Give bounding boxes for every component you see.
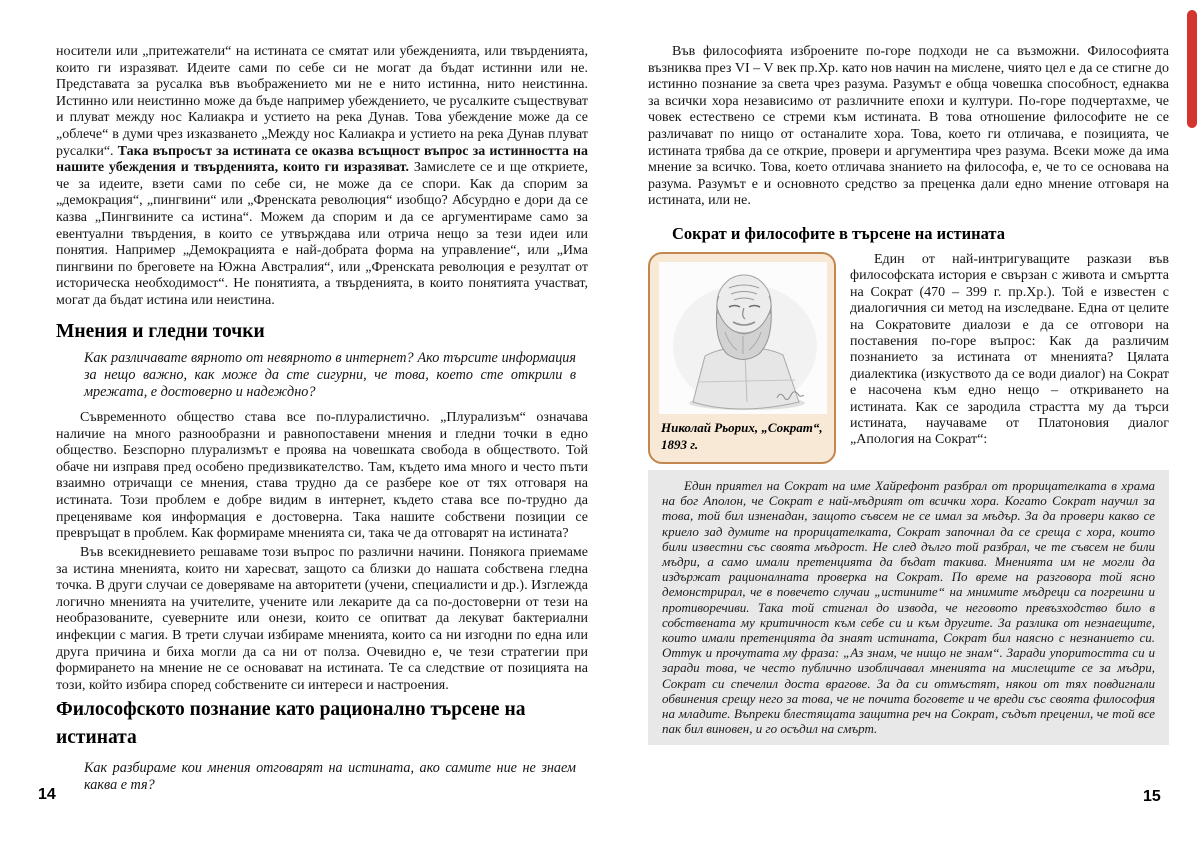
left-paragraph-1-start: носители или „притежатели“ на истината се смятат или убежденията, или твърденията, които ги изразяват. Идеите сами по себе си не могат да бъдат истинни или не. Представата за русалка във въображението ми не е нито истинна, нито неистинна. Истинно или неистинно може да бъде например убеждението, че русалките съществуват и плуват между нос Калиакра и устието на река Дунав. Това убеждение може да се „облече“ в думи чрез изказването „Между нос Калиакра и устието на река Дунав плуват русалки“. — [56, 44, 588, 159]
socrates-figure-frame — [648, 252, 836, 464]
left-paragraph-1-bold-statement: Така въпросът за истината се оказва всъщност въпрос за истинността на нашите убеждения и твърденията, които ги изразяват. — [56, 143, 588, 176]
section-heading-philosophical-knowledge: Философското познание като рационално търсене на истината — [56, 699, 526, 748]
section-heading-opinions: Мнения и гледни точки — [56, 321, 265, 342]
figure-caption: Николай Рьорих, „Сократ“, 1893 г. — [661, 420, 823, 452]
page-number-15: 15 — [1143, 788, 1161, 805]
right-page — [648, 0, 1169, 852]
socrates-bust-illustration — [659, 262, 827, 414]
left-paragraph-2: Съвременното общество става все по-плуралистично. „Плурализъм“ означава наличие на много разнообразни и равнопоставени мнения и гледни точки в едно общество. Безспорно плурализмът е проява на човешката свобода в обществото. Той обаче ни изправя пред особено предизвикателство. Там, където има много и често пъти взаимно отричащи се мнения, става трудно да се разбере кое от тях отговаря на истината. Този проблем е добре видим в интернет, където става все по-трудно да преценяваме коя информация е достоверна. Така нашите собствени позиции се превръщат в проблем. Как формираме мненията си, така че да отговарят на истината? — [56, 410, 588, 542]
left-paragraph-1 — [56, 44, 588, 310]
right-paragraph-2: Един от най-интригуващите разкази във философската история е свързан с живота и смъртта на Сократ (470 – 399 г. пр.Хр.). Той е известен с диалогичния си метод на изследване. Една от целите на Сократовите диалози е да се отговори на поставения по-горе въпрос: Как да различим познанието за истината от мненията? Цялата диалектика (изкуството да се води диалог) на Сократ е насочена към едно нещо – откриването на истината. Как се зародила страстта му да търси истината, научаваме от Платоновия диалог „Апология на Сократ“: — [850, 252, 1169, 448]
scrollbar-thumb[interactable] — [1187, 10, 1197, 128]
subheading-socrates: Сократ и философите в търсене на истината — [672, 224, 1005, 243]
right-paragraph-1: Във философията изброените по-горе подходи не са възможни. Философията възниква през VI – V век пр.Хр. като нов начин на мислене, чиято цел е да се стигне до истинно познание за света чрез разума. Разумът е обща човешка способност, еднаква за всички хора независимо от различните епохи и култури. По-горе подчертахме, че човек естествено се стреми към истината. В това отношение философите не се различават по нищо от останалите хора. Това, което ги отличава, е позицията, че истината трябва да се открие, провери и аргументира чрез разума. Всеки може да има мнение за всичко. Това, което отличава знанието на философа, е, че то се основава на разума. Разумът е и основното средство за преценка дали едно мнение отговаря на истината, или не. — [648, 44, 1169, 209]
reflection-question-1: Как различавате вярното от невярното в интернет? Ако търсите информация за нещо важно, как може да сте сигурни, че това, което сте открили в мрежата, е достоверно и надеждно? — [84, 350, 576, 401]
socrates-bust-drawing — [659, 262, 827, 414]
page-number-14: 14 — [38, 786, 56, 803]
left-paragraph-3: Във всекидневието решаваме този въпрос по различни начини. Понякога приемаме за истина мненията, които ни харесват, защото са близки до нашата собствена гледна точка. В други случаи се доверяваме на авторитети (учени, специалисти и др.). Изглежда логично мненията на учителите, учените или лекарите да са по-достоверни от тези на необразованите, суеверните или онези, които се опитват да лекуват бактериални инфекции с магия. В трети случаи избираме мненията, които са ни изгодни по една или друга причина и биха могли да са ни от полза. Очевидно е, че тези стратегии при формирането на мнение не се основават на истината. Те са следствие от позицията на този, който избира според собствените си интереси и настроения. — [56, 545, 588, 693]
plato-apology-excerpt: Един приятел на Сократ на име Хайрефонт разбрал от прорицателката в храма на бог Аполон, че Сократ е най-мъдрият от всички хора. Когато Сократ научил за това, той бил изненадан, защото съвсем не се имал за мъдър. За да провери какво се криело зад думите на прорицателката, Сократ започнал да се среща с хора, които били известни със своята мъдрост. Не след дълго той разбрал, че те съвсем не били мъдри, а само имали претенцията да бъдат такива. Мненията им не могли да издържат рационалната проверка на Сократ. По време на разговора той ясно демонстрирал, че в повечето случаи „истините“ на мнимите мъдреци са погрешни и противоречиви. Така той стигнал до извода, че неговото превъзходство било в собствената му критичност към себе си и към другите. За разлика от незнаещите, които имали претенцията да знаят истината, Сократ бил наясно с незнанието си. Оттук и прочутата му фраза: „Аз знам, че нищо не знам“. Заради упоритостта си и заради това, че често публично изобличавал мненията на мислещите се за мъдри, Сократ си спечелил доста врагове. За да си отмъстят, някои от тях повдигнали обвинения срещу него за това, че не почита боговете и че вреди със своята философия на младите. Въпреки блестящата защитна реч на Сократ, съдът преценил, че той все пак бил виновен, и го осъдил на смърт. — [648, 470, 1169, 745]
left-paragraph-1-end: Замислете се и ще откриете, че за идеите, взети сами по себе си, не може да се спори. Как да спорим за „демокрация“, „пингвини“ или „Френската революция“ изобщо? Абсурдно е дори да се казва „Пингвините са истина“. Можем да спорим и да се аргументираме само за евентуални твърдения, в които се утвърждава или отрича нещо за тези идеи или понятия. Например „Демокрацията е най-добрата форма на управление“, или „Има пингвини по бреговете на Южна Австралия“, или „Френската революция е резултат от историческа необходимост“. Не понятията, а твърденията, в които понятията участват, могат да бъдат истина или неистина. — [56, 160, 589, 308]
socrates-figure-section — [648, 252, 1169, 464]
left-page — [56, 0, 588, 852]
reflection-question-2: Как разбираме кои мнения отговарят на истината, ако самите ние не знаем каква е тя? — [84, 760, 576, 794]
